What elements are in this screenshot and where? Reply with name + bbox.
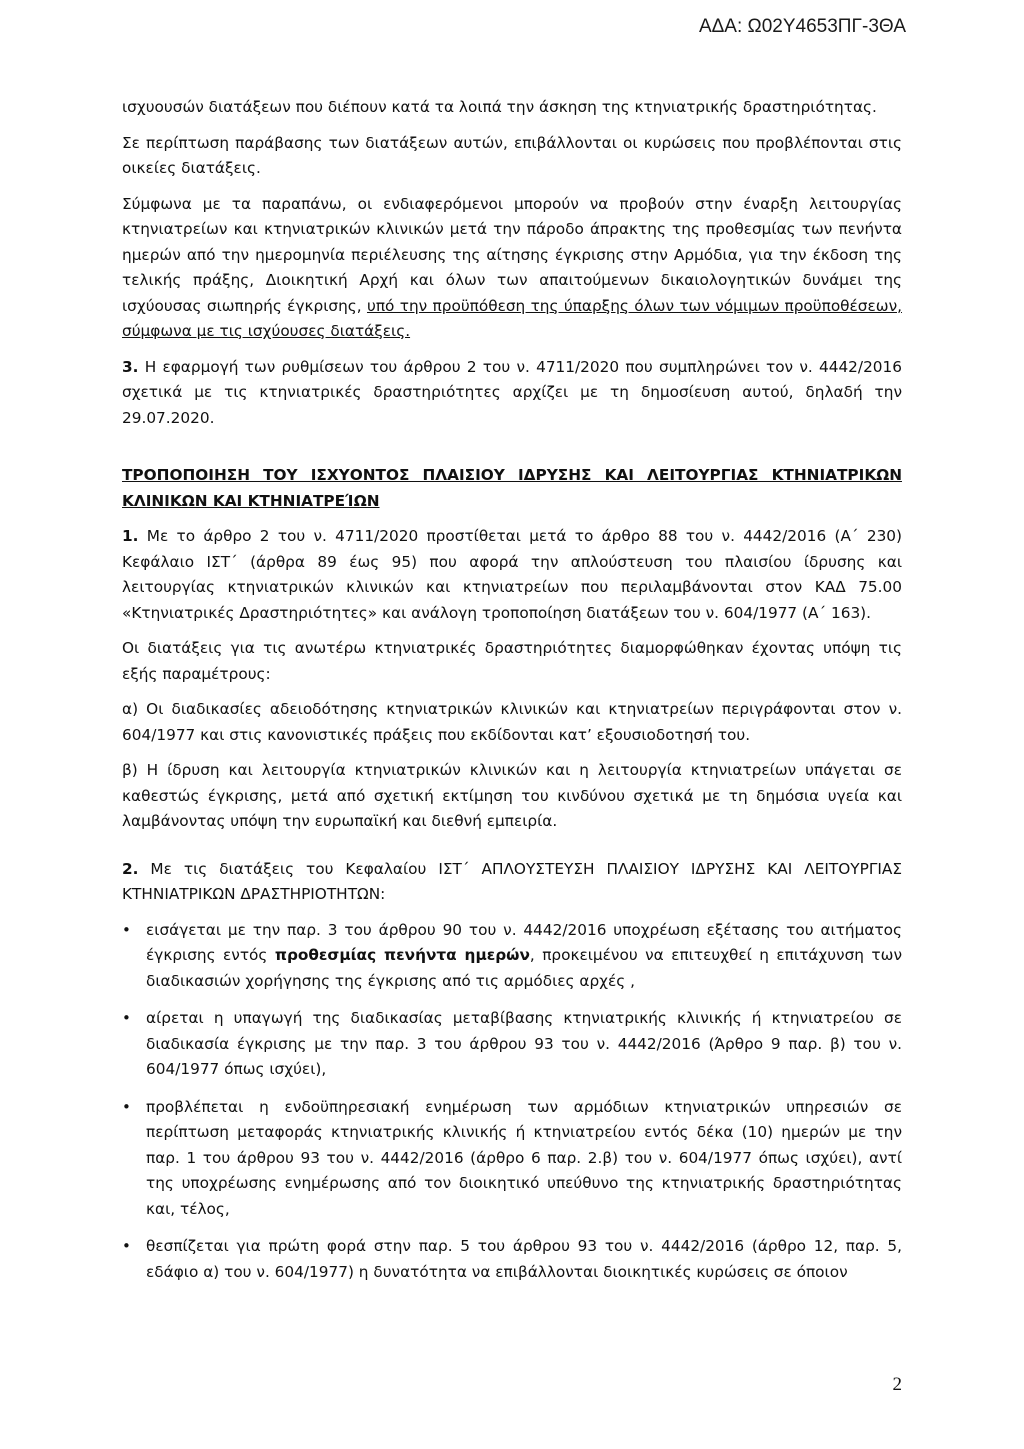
bullet-icon: •: [122, 1237, 131, 1255]
bullet-icon: •: [122, 920, 131, 939]
list-item: [122, 1095, 902, 1223]
list-item-text: προβλέπεται η ενδοϋπηρεσιακή ενημέρωση των αρμόδιων κτηνιατρικών υπηρεσιών σε περίπτωση μεταφοράς κτηνιατρικής κλινικής ή κτηνιατρείου εντός δέκα (10) ημερών με την παρ. 1 του άρθρου 93 του ν. 4442/2016 (άρθρο 6 παρ. 2.β) του ν. 604/1977 όπως ισχύει), αντί της υποχρέωσης ενημέρωσης από τον διοικητικό υπεύθυνο της κτηνιατρικής δραστηριότητας και, τέλος,: [146, 1097, 902, 1218]
item-3-number: 3.: [122, 357, 139, 376]
document-body: [122, 95, 902, 1297]
item-1-number: 1.: [122, 527, 139, 545]
item-2: [122, 857, 902, 908]
list-item: [122, 1234, 902, 1285]
list-item-text: θεσπίζεται για πρώτη φορά στην παρ. 5 του άρθρου 93 του ν. 4442/2016 (άρθρο 12, παρ. 5, εδάφιο α) του ν. 604/1977) η δυνατότητα να επιβάλλονται διοικητικές κυρώσεις σε όποιον: [146, 1237, 902, 1281]
paragraph-beta: β) Η ίδρυση και λειτουργία κτηνιατρικών κλινικών και η λειτουργία κτηνιατρείων υπάγεται σε καθεστώς έγκρισης, μετά από σχετική εκτίμηση του κινδύνου σχετικά με τη δημόσια υγεία και λαμβάνοντας υπόψη την ευρωπαϊκή και διεθνή εμπειρία.: [122, 761, 902, 830]
item-2-text: Με τις διατάξεις του Κεφαλαίου ΙΣΤ΄ ΑΠΛΟΥΣΤΕΥΣΗ ΠΛΑΙΣΙΟΥ ΙΔΡΥΣΗΣ ΚΑΙ ΛΕΙΤΟΥΡΓΙΑΣ ΚΤΗΝΙΑΤΡΙΚΩΝ ΔΡΑΣΤΗΡΙΟΤΗΤΩΝ:: [122, 859, 902, 903]
paragraph-penalties: Σε περίπτωση παράβασης των διατάξεων αυτών, επιβάλλονται οι κυρώσεις που προβλέπονται στις οικείες διατάξεις.: [122, 133, 902, 177]
section-heading: ΤΡΟΠΟΠΟΙΗΣΗ ΤΟΥ ΙΣΧΥΟΝΤΟΣ ΠΛΑΙΣΙΟΥ ΙΔΡΥΣΗΣ ΚΑΙ ΛΕΙΤΟΥΡΓΙΑΣ ΚΤΗΝΙΑΤΡΙΚΩΝ ΚΛΙΝΙΚΩΝ ΚΑΙ ΚΤΗΝΙΑΤΡΕΊΩΝ: [122, 466, 902, 510]
paragraph-continuation: ισχυουσών διατάξεων που διέπουν κατά τα λοιπά την άσκηση της κτηνιατρικής δραστηριότητας.: [122, 98, 877, 116]
list-item-text: αίρεται η υπαγωγή της διαδικασίας μεταβίβασης κτηνιατρικής κλινικής ή κτηνιατρείου σε διαδικασία έγκρισης με την παρ. 3 του άρθρου 93 του ν. 4442/2016 (Άρθρο 9 παρ. β) του ν. 604/1977 όπως ισχύει),: [146, 1009, 902, 1078]
item-1-text: Με το άρθρο 2 του ν. 4711/2020 προστίθεται μετά το άρθρο 88 του ν. 4442/2016 (Α΄ 230) Κεφάλαιο ΙΣΤ΄ (άρθρα 89 έως 95) που αφορά την απλούστευση του πλαισίου ίδρυσης και λειτουργίας κτηνιατρικών κλινικών και κτηνιατρείων που περιλαμβάνονται στον ΚΑΔ 75.00 «Κτηνιατρικές Δραστηριότητες» και ανάλογη τροποποίηση διατάξεων του ν. 604/1977 (Α΄ 163).: [122, 527, 902, 622]
paragraph-accordingly-text: Σύμφωνα με τα παραπάνω, οι ενδιαφερόμενοι μπορούν να προβούν στην έναρξη λειτουργίας κτηνιατρείων και κτηνιατρικών κλινικών μετά την πάροδο άπρακτης της προθεσμίας των πενήντα ημερών από την ημερομηνία περιέλευσης της αίτησης έγκρισης στην Αρμόδια, για την έκδοση της τελικής πράξης, Διοικητική Αρχή και όλων των απαιτούμενων δικαιολογητικών δυνάμει της ισχύουσας σιωπηρής έγκρισης,: [122, 194, 902, 315]
list-item-text: εισάγεται με την παρ. 3 του άρθρου 90 του ν. 4442/2016 υποχρέωση εξέτασης του αιτήματος έγκρισης εντός: [146, 920, 902, 964]
item-3: [122, 355, 902, 432]
list-item: [122, 1006, 902, 1083]
item-2-number: 2.: [122, 859, 139, 878]
bullet-icon: •: [122, 1097, 131, 1116]
list-item-text-after: , προκειμένου να επιτευχθεί η επιτάχυνση των διαδικασιών χορήγησης της έγκρισης από τις αρμόδιες αρχές ,: [146, 946, 902, 990]
paragraph-alpha: α) Οι διαδικασίες αδειοδότησης κτηνιατρικών κλινικών και κτηνιατρείων περιγράφονται στον ν. 604/1977 και στις κανονιστικές πράξεις που εκδίδονται κατ’ εξουσιοδοτησή του.: [122, 700, 902, 744]
paragraph-parameters: Οι διατάξεις για τις ανωτέρω κτηνιατρικές δραστηριότητες διαμορφώθηκαν έχοντας υπόψη τις εξής παραμέτρους:: [122, 639, 902, 683]
bullet-icon: •: [122, 1009, 131, 1027]
item-1: [122, 524, 902, 626]
document-code: ΑΔΑ: Ω02Υ4653ΠΓ-3ΘΑ: [698, 16, 906, 37]
paragraph-accordingly: [122, 192, 902, 345]
list-item: [122, 918, 902, 995]
item-3-text: Η εφαρμογή των ρυθμίσεων του άρθρου 2 του ν. 4711/2020 που συμπληρώνει τον ν. 4442/2016 σχετικά με τις κτηνιατρικές δραστηριότητες αρχίζει με τη δημοσίευση αυτού, δηλαδή την 29.07.2020.: [122, 357, 902, 427]
page-number: 2: [892, 1374, 902, 1395]
list-item-bold-text: προθεσμίας πενήντα ημερών: [274, 946, 530, 964]
paragraph-accordingly-underlined: υπό την προϋπόθεση της ύπαρξης όλων των νόμιμων προϋποθέσεων, σύμφωνα με τις ισχύουσες διατάξεις.: [122, 296, 902, 340]
bullet-list: [122, 918, 902, 1286]
